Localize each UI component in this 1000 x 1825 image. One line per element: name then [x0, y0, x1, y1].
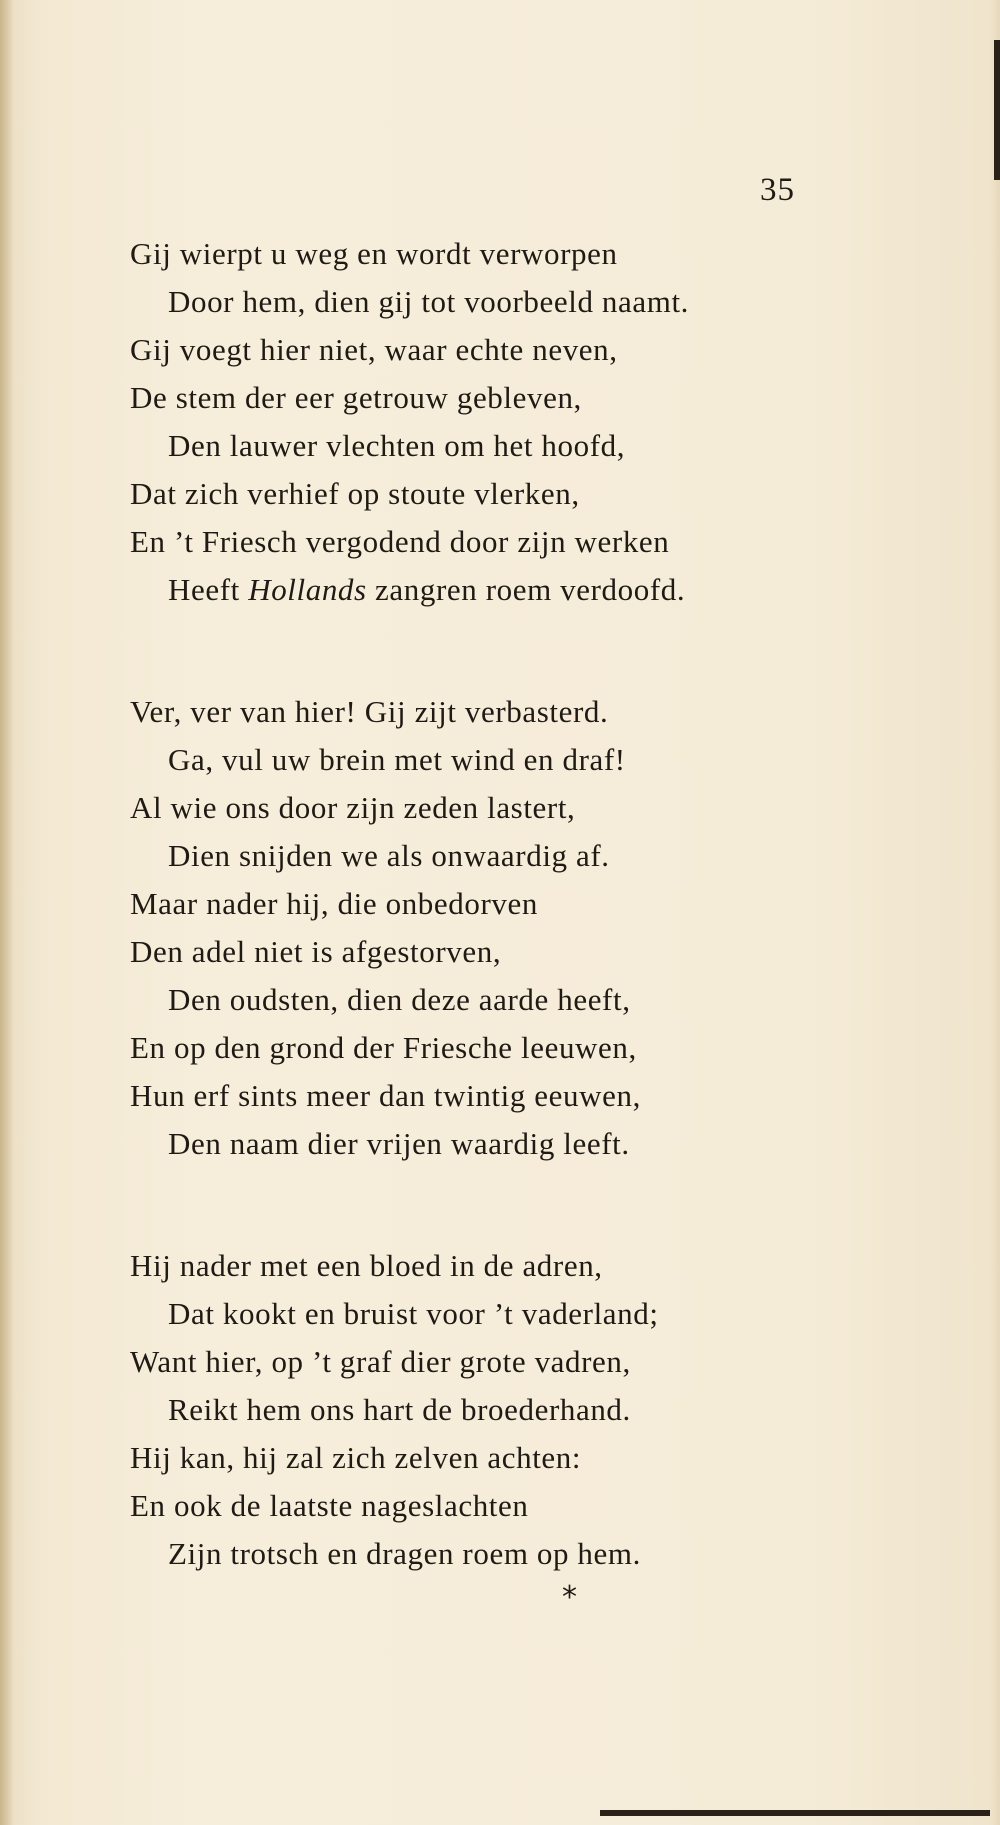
verse-line-italic: Hollands	[248, 572, 367, 607]
verse-line: Den naam dier vrijen waardig leeft.	[168, 1126, 630, 1161]
page-bottom-edge	[600, 1810, 990, 1816]
verse-line: Den adel niet is afgestorven,	[130, 934, 502, 969]
verse-line: Ver, ver van hier! Gij zijt verbasterd.	[130, 694, 609, 729]
page-edge-mark	[994, 40, 1000, 180]
verse-line: Maar nader hij, die onbedorven	[130, 886, 538, 921]
verse-line: Gij voegt hier niet, waar echte neven,	[130, 332, 618, 367]
verse-line: Den oudsten, dien deze aarde heeft,	[168, 982, 631, 1017]
verse-line: Gij wierpt u weg en wordt verworpen	[130, 236, 618, 271]
verse-line: Dien snijden we als onwaardig af.	[168, 838, 610, 873]
verse-line: Den lauwer vlechten om het hoofd,	[168, 428, 626, 463]
verse-line: Door hem, dien gij tot voorbeeld naamt.	[168, 284, 690, 319]
verse-line	[168, 570, 685, 610]
verse-line: Reikt hem ons hart de broederhand.	[168, 1392, 631, 1427]
verse-line: Hij kan, hij zal zich zelven achten:	[130, 1440, 582, 1475]
verse-line-after: zangren roem verdoofd.	[366, 572, 686, 607]
verse-line: Dat zich verhief op stoute vlerken,	[130, 476, 580, 511]
verse-line: Zijn trotsch en dragen roem op hem.	[168, 1536, 641, 1571]
verse-line: Want hier, op ’t graf dier grote vadren,	[130, 1344, 631, 1379]
verse-line-before: Heeft	[168, 572, 249, 607]
verse-line: Hij nader met een bloed in de adren,	[130, 1248, 603, 1283]
verse-line: Al wie ons door zijn zeden lastert,	[130, 790, 576, 825]
end-asterisk: *	[562, 1580, 577, 1615]
verse-line: De stem der eer getrouw gebleven,	[130, 380, 582, 415]
page-number: 35	[760, 172, 795, 208]
verse-line: Hun erf sints meer dan twintig eeuwen,	[130, 1078, 641, 1113]
page-gutter-shadow	[0, 0, 14, 1825]
verse-line: En ’t Friesch vergodend door zijn werken	[130, 524, 670, 559]
verse-line: Dat kookt en bruist voor ’t vaderland;	[168, 1296, 659, 1331]
verse-line: En op den grond der Friesche leeuwen,	[130, 1030, 637, 1065]
verse-line: Ga, vul uw brein met wind en draf!	[168, 742, 626, 777]
verse-line: En ook de laatste nageslachten	[130, 1488, 529, 1523]
